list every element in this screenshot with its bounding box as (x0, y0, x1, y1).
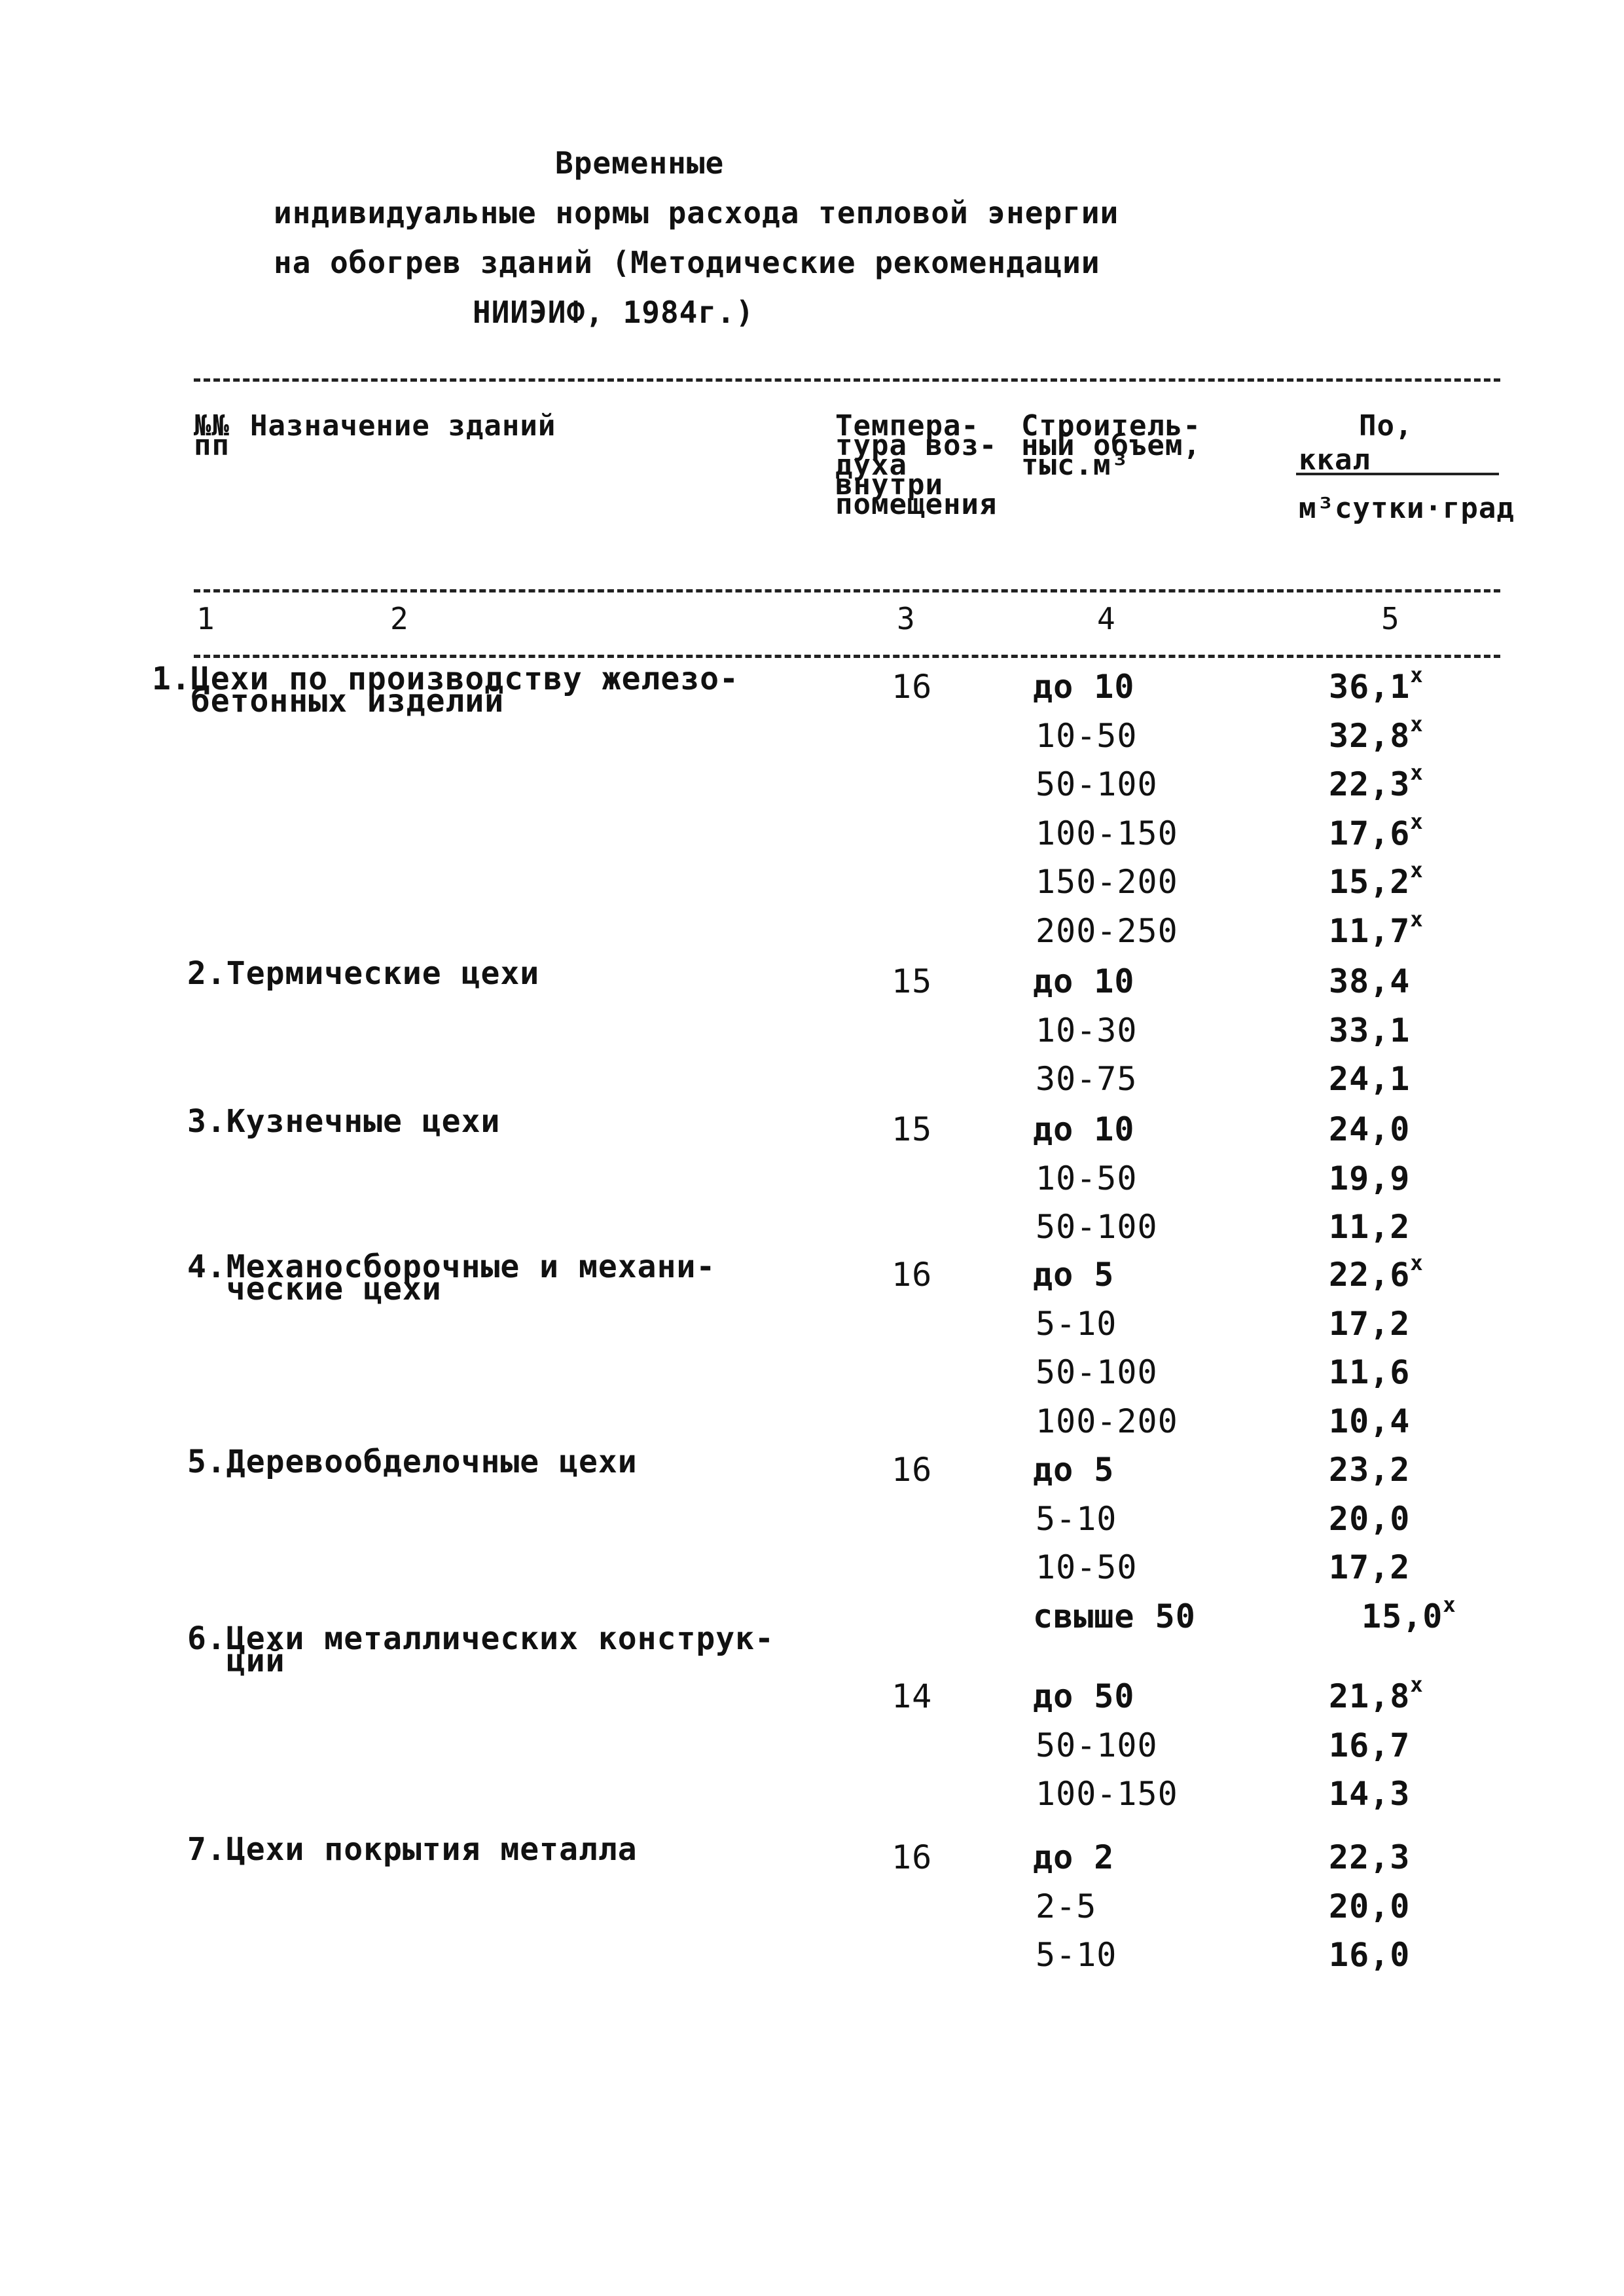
inside-temperature: 16 (892, 1838, 933, 1876)
footnote-mark: x (1410, 858, 1424, 883)
norm-value (1329, 1208, 1410, 1246)
norm-value (1329, 1500, 1410, 1538)
building-purpose: 7.Цехи покрытия металла (187, 1831, 638, 1868)
norm-value (1329, 1838, 1410, 1876)
table-top-rule (194, 378, 1500, 382)
norm-value-text: 11,7 (1329, 911, 1411, 950)
norm-value (1329, 1110, 1410, 1148)
header-bottom-rule (194, 589, 1500, 592)
inside-temperature: 16 (892, 1451, 933, 1489)
building-volume: 200-250 (1036, 911, 1178, 950)
building-volume: до 10 (1033, 1110, 1135, 1148)
footnote-mark: x (1410, 1672, 1424, 1697)
norm-value (1329, 809, 1424, 852)
column-number-4: 4 (1097, 601, 1115, 636)
norm-value-text: 14,3 (1329, 1775, 1411, 1813)
norm-value (1329, 906, 1424, 950)
building-volume: до 2 (1033, 1838, 1115, 1876)
norm-value-text: 20,0 (1329, 1887, 1411, 1925)
inside-temperature: 15 (892, 962, 933, 1000)
norm-value-text: 22,3 (1329, 765, 1411, 803)
footnote-mark: x (1443, 1592, 1456, 1617)
building-purpose: 1.Цехи по производству железо- бетонных изделий (152, 661, 739, 720)
footnote-mark: x (1410, 711, 1424, 737)
norm-value-text: 11,6 (1329, 1353, 1411, 1391)
norm-value (1329, 1548, 1410, 1586)
doc-title-line2: индивидуальные нормы расхода тепловой энергии (274, 195, 1119, 230)
building-volume: 100-150 (1036, 1775, 1178, 1813)
footnote-mark: x (1410, 1250, 1424, 1275)
norm-value (1329, 858, 1424, 901)
norm-value-text: 21,8 (1329, 1677, 1411, 1715)
norm-value-text: 16,0 (1329, 1936, 1411, 1974)
norm-value-text: 22,6 (1329, 1256, 1411, 1294)
building-volume: 50-100 (1036, 1726, 1158, 1764)
norm-value (1362, 1592, 1456, 1635)
norm-value (1329, 1672, 1424, 1715)
norm-value-text: 11,2 (1329, 1208, 1411, 1246)
norm-value (1329, 1060, 1410, 1098)
norm-value (1329, 1011, 1410, 1049)
building-volume: до 10 (1033, 962, 1135, 1000)
norm-value (1329, 711, 1424, 755)
building-volume: до 50 (1033, 1677, 1135, 1715)
building-volume: 10-50 (1036, 1159, 1138, 1197)
inside-temperature: 16 (892, 1256, 933, 1294)
column-number-2: 2 (390, 601, 408, 636)
norm-value (1329, 663, 1424, 706)
norm-value (1329, 1353, 1410, 1391)
building-volume: 2-5 (1036, 1887, 1097, 1925)
norm-value (1329, 1775, 1410, 1813)
norm-value-text: 17,2 (1329, 1548, 1411, 1586)
header-norm-numerator: ккал (1299, 443, 1371, 477)
norm-value-text: 15,0 (1362, 1597, 1443, 1635)
building-volume: 100-200 (1036, 1402, 1178, 1440)
norm-value (1329, 1250, 1424, 1294)
building-volume: свыше 50 (1033, 1597, 1196, 1635)
norm-value-text: 38,4 (1329, 962, 1411, 1000)
norm-value-text: 17,2 (1329, 1304, 1411, 1343)
norm-value-text: 33,1 (1329, 1011, 1411, 1049)
header-building-purpose: Назначение зданий (250, 409, 556, 443)
building-volume: до 5 (1033, 1256, 1115, 1294)
inside-temperature: 15 (892, 1110, 933, 1148)
norm-value-text: 16,7 (1329, 1726, 1411, 1764)
norm-value-text: 24,0 (1329, 1110, 1411, 1148)
building-volume: 5-10 (1036, 1304, 1117, 1343)
header-air-temperature: Темпера- тура воз- духа внутри помещения (835, 409, 998, 521)
building-volume: 5-10 (1036, 1499, 1117, 1538)
footnote-mark: x (1410, 906, 1424, 932)
inside-temperature: 16 (892, 668, 933, 706)
header-building-volume: Строитель- ный объем, тыс.м³ (1021, 409, 1201, 482)
norm-value-text: 22,3 (1329, 1838, 1411, 1876)
header-norm-label: По, (1359, 409, 1413, 443)
building-purpose: 4.Механосборочные и механи- ческие цехи (187, 1248, 716, 1307)
norm-value (1329, 1451, 1410, 1489)
building-volume: 10-50 (1036, 716, 1138, 755)
inside-temperature: 14 (892, 1677, 933, 1715)
norm-value (1329, 1402, 1410, 1440)
norm-value-text: 23,2 (1329, 1451, 1411, 1489)
building-volume: 150-200 (1036, 863, 1178, 901)
norm-value (1329, 1887, 1410, 1925)
norm-value (1329, 1726, 1410, 1764)
norm-value-text: 20,0 (1329, 1499, 1411, 1538)
column-number-3: 3 (897, 601, 915, 636)
building-volume: до 5 (1033, 1451, 1115, 1489)
norm-value (1329, 1159, 1410, 1197)
column-number-rule (194, 655, 1500, 658)
doc-title-line1: Временные (555, 145, 725, 181)
header-number: №№ пп (194, 409, 230, 462)
norm-value-text: 19,9 (1329, 1159, 1411, 1197)
header-norm-fraction-bar (1296, 473, 1499, 475)
norm-value-text: 32,8 (1329, 716, 1411, 755)
footnote-mark: x (1410, 809, 1424, 834)
footnote-mark: x (1410, 663, 1424, 687)
building-purpose: 5.Деревообделочные цехи (187, 1444, 638, 1480)
building-purpose: 3.Кузнечные цехи (187, 1103, 501, 1140)
building-volume: 5-10 (1036, 1936, 1117, 1974)
header-norm-denominator: м³сутки·град (1299, 492, 1515, 525)
column-number-1: 1 (196, 601, 215, 636)
norm-value (1329, 1936, 1410, 1974)
building-volume: 100-150 (1036, 814, 1178, 852)
building-volume: 50-100 (1036, 765, 1158, 803)
building-volume: 10-30 (1036, 1011, 1138, 1049)
norm-value-text: 17,6 (1329, 814, 1411, 852)
norm-value-text: 10,4 (1329, 1402, 1411, 1440)
norm-value-text: 36,1 (1329, 668, 1411, 706)
doc-title-line4: НИИЭИФ, 1984г.) (473, 295, 755, 330)
doc-title-line3: на обогрев зданий (Методические рекомендации (274, 245, 1100, 280)
norm-value-text: 24,1 (1329, 1060, 1411, 1098)
norm-value-text: 15,2 (1329, 863, 1411, 901)
building-volume: 50-100 (1036, 1353, 1158, 1391)
building-purpose: 6.Цехи металлических конструк- ций (187, 1620, 774, 1679)
norm-value (1329, 760, 1424, 803)
column-number-5: 5 (1381, 601, 1399, 636)
building-volume: до 10 (1033, 668, 1135, 706)
norm-value (1329, 962, 1410, 1000)
building-volume: 30-75 (1036, 1060, 1138, 1098)
norm-value (1329, 1305, 1410, 1343)
building-volume: 50-100 (1036, 1208, 1158, 1246)
building-volume: 10-50 (1036, 1548, 1138, 1586)
building-purpose: 2.Термические цехи (187, 955, 540, 992)
footnote-mark: x (1410, 760, 1424, 785)
